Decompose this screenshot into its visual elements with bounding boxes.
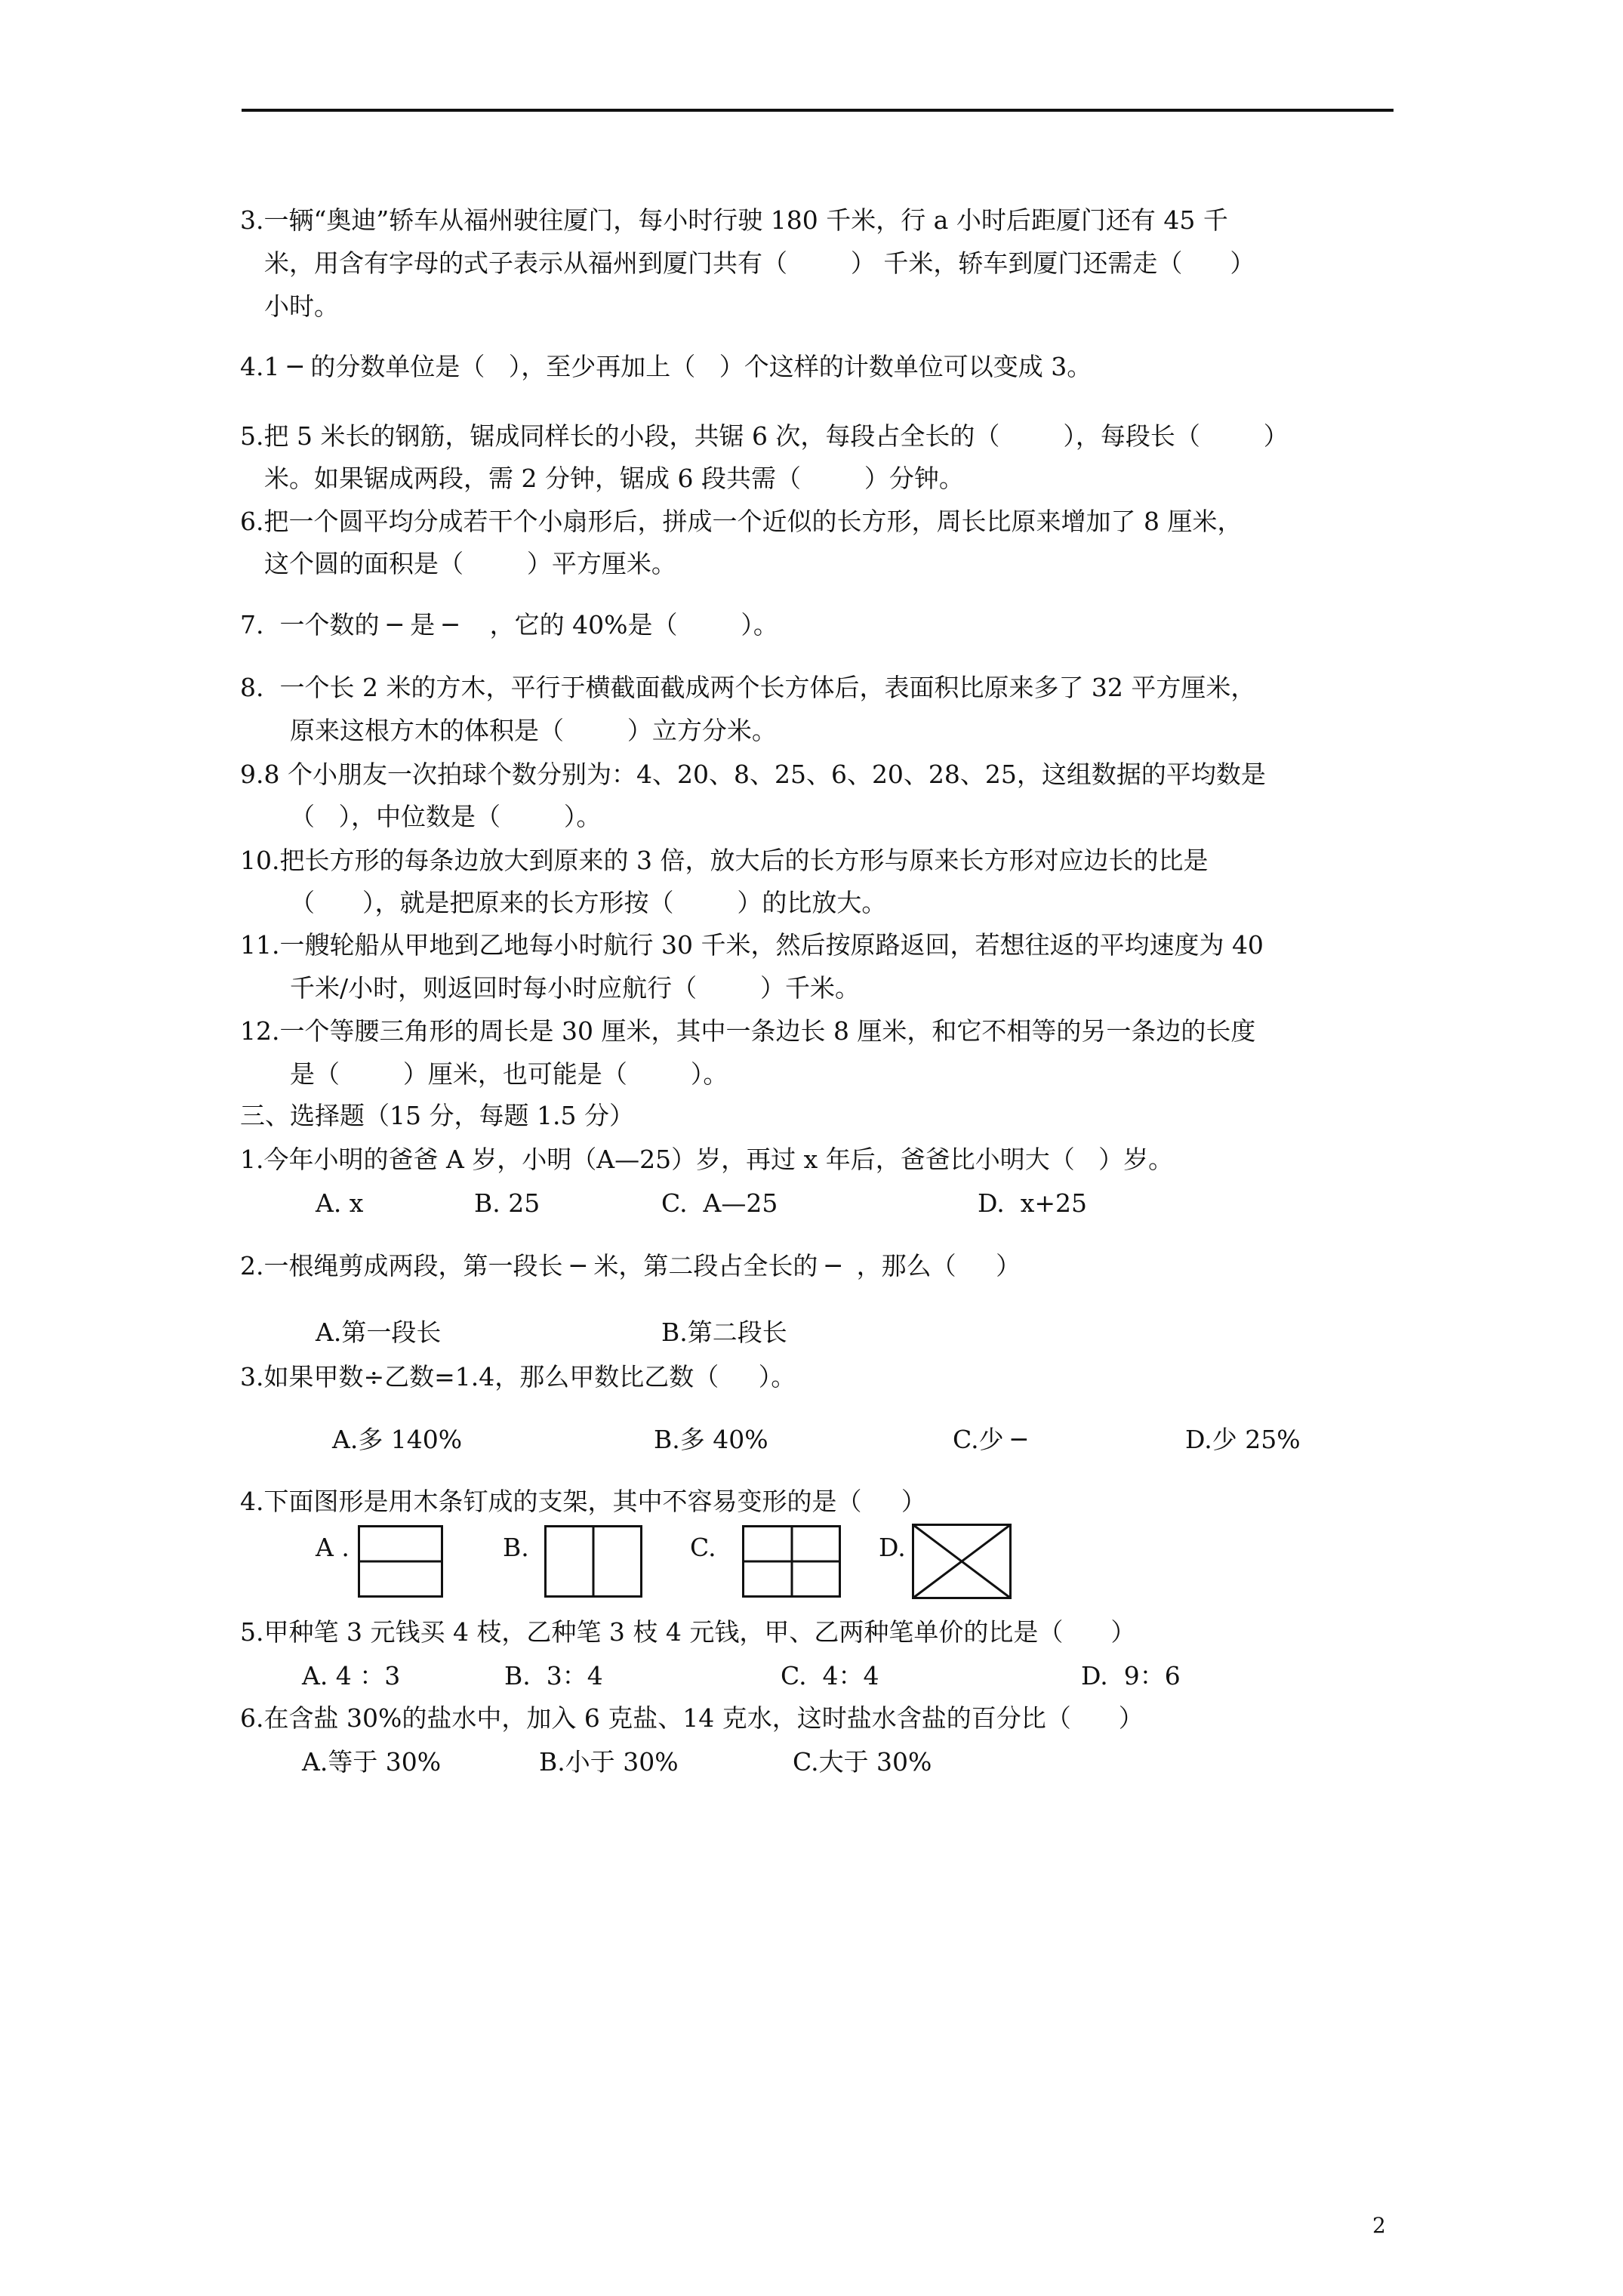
q12-line1: 12.一个等腰三角形的周长是 30 厘米，其中一条边长 8 厘米，和它不相等的另一条边的长度 (240, 1016, 1256, 1046)
q7-line1: 7. 一个数的 ─ 是 ─ ，它的 40%是（ ）。 (240, 610, 778, 639)
s3-q1-option-a: A. x (316, 1188, 364, 1218)
s3-q3-option-d: D.少 25% (1185, 1425, 1301, 1454)
s3-q6-option-b: B.小于 30% (539, 1747, 679, 1777)
q5-line2: 米。如果锯成两段，需 2 分钟，锯成 6 段共需（ ）分钟。 (264, 464, 964, 493)
s3-q6-option-c: C.大于 30% (793, 1747, 932, 1777)
s3-q6-stem: 6.在含盐 30%的盐水中，加入 6 克盐、14 克水，这时盐水含盐的百分比（ ） (240, 1703, 1144, 1733)
section3-heading: 三、选择题（15 分，每题 1.5 分） (240, 1101, 634, 1130)
q11-line1: 11.一艘轮船从甲地到乙地每小时航行 30 千米，然后按原路返回，若想往返的平均速度为 40 (240, 930, 1264, 960)
q8-line2: 原来这根方木的体积是（ ）立方分米。 (290, 716, 777, 745)
s3-q3-option-c: C.少 ─ (953, 1425, 1027, 1454)
q4-line1: 4.1 ─ 的分数单位是（ ），至少再加上（ ）个这样的计数单位可以变成 3。 (240, 352, 1092, 381)
s3-q4-option-b: B. (503, 1533, 529, 1562)
q6-line1: 6.把一个圆平均分成若干个小扇形后，拼成一个近似的长方形，周长比原来增加了 8 厘米， (240, 507, 1243, 536)
rectangle-one-vertical-bar-figure (544, 1525, 642, 1598)
q3-line2: 米，用含有字母的式子表示从福州到厦门共有（ ） 千米，轿车到厦门还需走（ ） (264, 248, 1255, 278)
s3-q5-stem: 5.甲种笔 3 元钱买 4 枝，乙种笔 3 枝 4 元钱，甲、乙两种笔单价的比是（ ） (240, 1617, 1136, 1647)
s3-q4-option-d: D. (879, 1533, 906, 1562)
s3-q4-option-a: A . (316, 1533, 350, 1562)
s3-q1-stem: 1.今年小明的爸爸 A 岁，小明（A—25）岁，再过 x 年后，爸爸比小明大（ ）岁。 (240, 1145, 1174, 1174)
q9-line1: 9.8 个小朋友一次拍球个数分别为：4、20、8、25、6、20、28、25，这组数据的平均数是 (240, 760, 1266, 789)
s3-q5-option-a: A. 4 ：3 (302, 1661, 401, 1690)
q3-line1: 3.一辆“奥迪”轿车从福州驶往厦门，每小时行驶 180 千米，行 a 小时后距厦门还有 45 千 (240, 205, 1228, 235)
s3-q1-option-c: C. A—25 (661, 1188, 778, 1218)
q8-line1: 8. 一个长 2 米的方木，平行于横截面截成两个长方体后，表面积比原来多了 32 平方厘米， (240, 673, 1256, 702)
q11-line2: 千米/小时，则返回时每小时应航行（ ）千米。 (290, 973, 861, 1003)
s3-q3-option-a: A.多 140% (332, 1425, 463, 1454)
s3-q5-option-c: C. 4：4 (781, 1661, 879, 1690)
rectangle-one-crossbar-figure (358, 1525, 443, 1598)
page-number: 2 (1372, 2213, 1386, 2238)
s3-q2-stem: 2.一根绳剪成两段，第一段长 ─ 米，第二段占全长的 ─ ，那么（ ） (240, 1251, 1021, 1281)
rectangle-cross-bars-figure (742, 1525, 841, 1598)
s3-q2-option-a: A.第一段长 (316, 1318, 442, 1347)
q5-line1: 5.把 5 米长的钢筋，锯成同样长的小段，共锯 6 次，每段占全长的（ ），每段长（ ） (240, 421, 1289, 451)
q10-line2: （ ），就是把原来的长方形按（ ）的比放大。 (290, 888, 887, 917)
s3-q3-stem: 3.如果甲数÷乙数=1.4，那么甲数比乙数（ ）。 (240, 1362, 796, 1391)
s3-q4-stem: 4.下面图形是用木条钉成的支架，其中不容易变形的是（ ） (240, 1487, 926, 1516)
s3-q1-option-d: D. x+25 (978, 1188, 1088, 1218)
header-rule (242, 109, 1394, 112)
q12-line2: 是（ ）厘米，也可能是（ ）。 (290, 1059, 728, 1089)
q10-line1: 10.把长方形的每条边放大到原来的 3 倍，放大后的长方形与原来长方形对应边长的比是 (240, 846, 1209, 875)
q9-line2: （ ），中位数是（ ）。 (290, 802, 602, 831)
rectangle-diagonal-braces-figure (912, 1524, 1012, 1599)
s3-q3-option-b: B.多 40% (654, 1425, 768, 1454)
s3-q5-option-b: B. 3：4 (504, 1661, 603, 1690)
s3-q1-option-b: B. 25 (474, 1188, 540, 1218)
s3-q4-option-c: C. (690, 1533, 716, 1562)
s3-q5-option-d: D. 9：6 (1081, 1661, 1181, 1690)
s3-q6-option-a: A.等于 30% (302, 1747, 442, 1777)
q6-line2: 这个圆的面积是（ ）平方厘米。 (264, 549, 676, 578)
q3-line3: 小时。 (264, 291, 339, 321)
s3-q2-option-b: B.第二段长 (661, 1318, 787, 1347)
